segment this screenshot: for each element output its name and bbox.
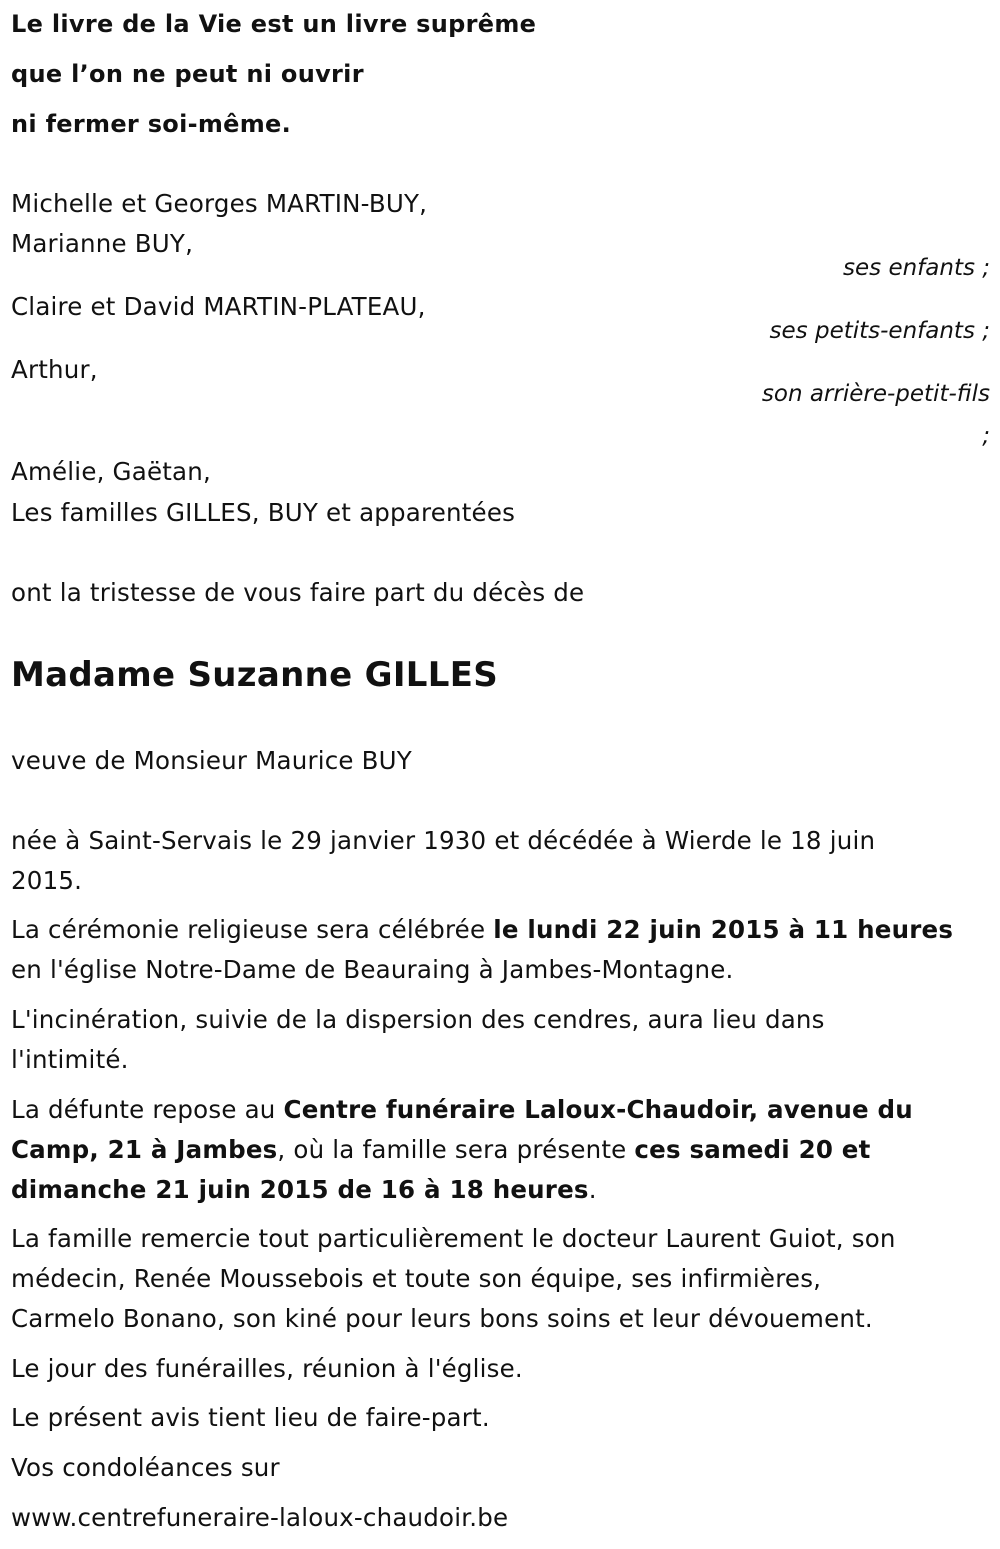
great-grandchild-name: Arthur, xyxy=(11,355,98,384)
other-family-2: Les familles GILLES, BUY et apparentées xyxy=(11,498,516,527)
great-grandchild-relation-end: ; xyxy=(982,423,990,449)
incineration-line-1: L'incinération, suivie de la dispersion des cendres, aura lieu dans xyxy=(11,1005,825,1034)
repose-dates-1: ces samedi 20 et xyxy=(634,1135,871,1164)
notice-text: Le présent avis tient lieu de faire-part. xyxy=(11,1403,490,1432)
repose-middle: , où la famille sera présente xyxy=(277,1135,635,1164)
children-name-2: Marianne BUY, xyxy=(11,229,194,258)
ceremony-date: le lundi 22 juin 2015 à 11 heures xyxy=(493,915,954,944)
condolences-url: www.centrefuneraire-laloux-chaudoir.be xyxy=(11,1503,509,1532)
birth-death-line-2: 2015. xyxy=(11,866,83,895)
thanks-line-2: médecin, Renée Moussebois et toute son équipe, ses infirmières, xyxy=(11,1264,822,1293)
thanks-line-3: Carmelo Bonano, son kiné pour leurs bons soins et leur dévouement. xyxy=(11,1304,873,1333)
ceremony-line-1 xyxy=(11,910,953,950)
ceremony-line-2: en l'église Notre-Dame de Beauraing à Jambes-Montagne. xyxy=(11,955,734,984)
children-name-1: Michelle et Georges MARTIN-BUY, xyxy=(11,189,428,218)
great-grandchild-relation: son arrière-petit-fils xyxy=(761,381,990,407)
repose-place-1: Centre funéraire Laloux-Chaudoir, avenue du xyxy=(283,1095,913,1124)
repose-line-2 xyxy=(11,1130,871,1170)
incineration-line-2: l'intimité. xyxy=(11,1045,129,1074)
birth-death-line-1: née à Saint-Servais le 29 janvier 1930 et décédée à Wierde le 18 juin xyxy=(11,826,876,855)
other-family-1: Amélie, Gaëtan, xyxy=(11,457,211,486)
widow-of: veuve de Monsieur Maurice BUY xyxy=(11,746,412,775)
announcement-text: ont la tristesse de vous faire part du décès de xyxy=(11,578,585,607)
repose-place-2: Camp, 21 à Jambes xyxy=(11,1135,278,1164)
repose-line-3 xyxy=(11,1170,597,1210)
deceased-name: Madame Suzanne GILLES xyxy=(11,655,499,695)
grandchildren-relation: ses petits-enfants ; xyxy=(769,318,990,344)
grandchildren-name: Claire et David MARTIN-PLATEAU, xyxy=(11,292,426,321)
ceremony-prefix: La cérémonie religieuse sera célébrée xyxy=(11,915,494,944)
repose-dates-2: dimanche 21 juin 2015 de 16 à 18 heures xyxy=(11,1175,589,1204)
motto-line-3: ni fermer soi-même. xyxy=(11,110,292,138)
repose-line-1 xyxy=(11,1090,913,1130)
condolences-label: Vos condoléances sur xyxy=(11,1453,280,1482)
thanks-line-1: La famille remercie tout particulièrement le docteur Laurent Guiot, son xyxy=(11,1224,896,1253)
repose-prefix: La défunte repose au xyxy=(11,1095,284,1124)
motto-line-2: que l’on ne peut ni ouvrir xyxy=(11,60,364,88)
repose-end: . xyxy=(588,1175,597,1204)
funeral-day-text: Le jour des funérailles, réunion à l'église. xyxy=(11,1354,523,1383)
motto-line-1: Le livre de la Vie est un livre suprême xyxy=(11,10,537,38)
children-relation: ses enfants ; xyxy=(843,255,990,281)
